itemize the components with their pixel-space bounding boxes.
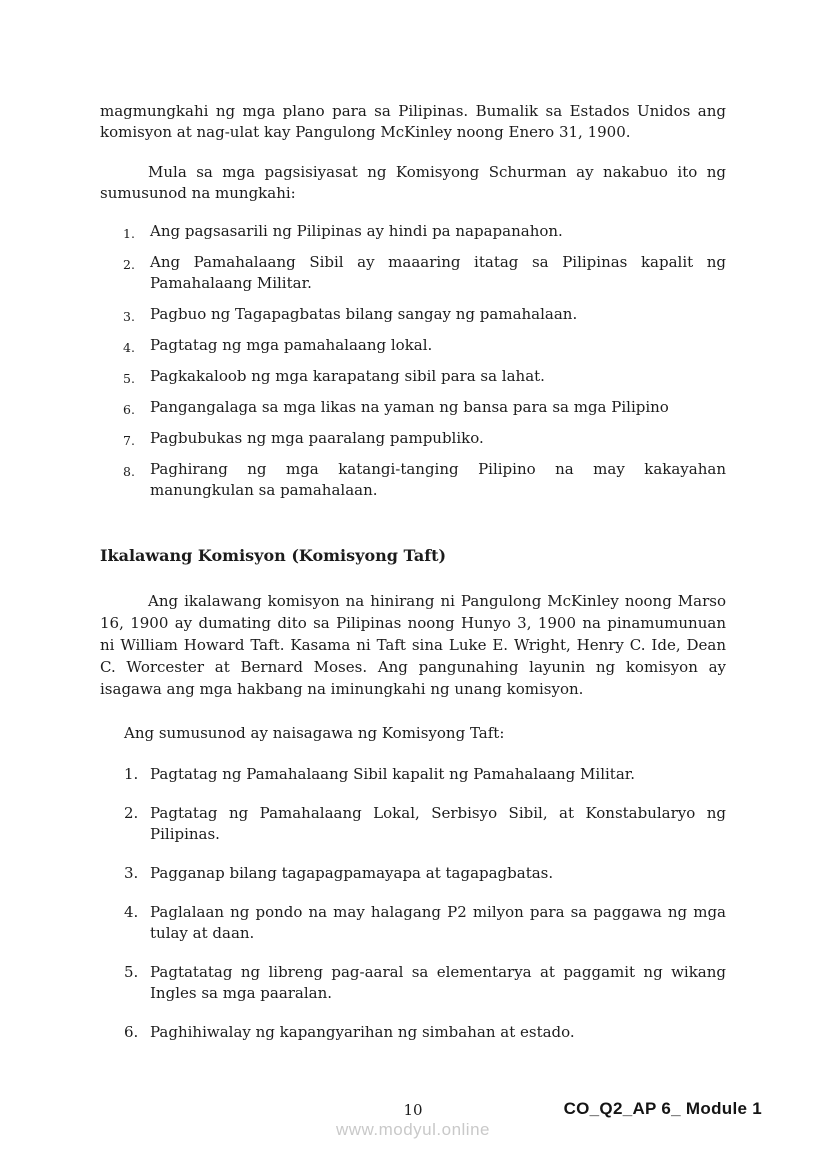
- list-item: Paghihiwalay ng kapangyarihan ng simbahan at estado.: [150, 1023, 575, 1041]
- page-content: [100, 0, 726, 1043]
- list-item: Pagbuo ng Tagapagbatas bilang sangay ng pamahalaan.: [150, 305, 578, 323]
- list-item: Pangangalaga sa mga likas na yaman ng bansa para sa mga Pilipino: [150, 398, 669, 416]
- paragraph-taft-intro: Ang ikalawang komisyon na hinirang ni Pangulong McKinley noong Marso 16, 1900 ay dumating dito sa Pilipinas noong Hunyo 3, 1900 na pinamumunuan ni William Howard Taft. Kasama ni Taft sina Luke E. Wright, Henry C. Ide, Dean C. Worcester at Bernard Moses. Ang pangunahing layunin ng komisyon ay isagawa ang mga hakbang na iminungkahi ng unang komisyon.: [100, 592, 726, 698]
- module-label: CO_Q2_AP 6_ Module 1: [563, 1099, 762, 1118]
- schurman-recommendations-list: [100, 221, 726, 501]
- list-item: Ang Pamahalaang Sibil ay maaaring itatag sa Pilipinas kapalit ng Pamahalaang Militar.: [150, 253, 726, 292]
- list-item: Pagganap bilang tagapagpamayapa at tagapagbatas.: [150, 864, 554, 882]
- paragraph-taft-lead: Ang sumusunod ay naisagawa ng Komisyong Taft:: [124, 724, 505, 742]
- paragraph-schurman-lead: Mula sa mga pagsisiyasat ng Komisyong Schurman ay nakabuo ito ng sumusunod na mungkahi:: [100, 163, 726, 202]
- watermark: www.modyul.online: [335, 1120, 490, 1139]
- list-item: Pagkakaloob ng mga karapatang sibil para sa lahat.: [150, 367, 545, 385]
- list-item: Pagtatatag ng libreng pag-aaral sa elementarya at paggamit ng wikang Ingles sa mga paaralan.: [150, 963, 726, 1002]
- list-item: Pagtatag ng Pamahalaang Lokal, Serbisyo Sibil, at Konstabularyo ng Pilipinas.: [150, 804, 726, 843]
- page-number: 10: [403, 1101, 423, 1119]
- list-item: Paghirang ng mga katangi-tanging Pilipino na may kakayahan manungkulan sa pamahalaan.: [150, 460, 726, 499]
- paragraph-intro: magmungkahi ng mga plano para sa Pilipinas. Bumalik sa Estados Unidos ang komisyon at nag-ulat kay Pangulong McKinley noong Enero 31, 1900.: [100, 102, 726, 141]
- list-item: Paglalaan ng pondo na may halagang P2 milyon para sa paggawa ng mga tulay at daan.: [150, 903, 726, 942]
- list-item: Ang pagsasarili ng Pilipinas ay hindi pa napapanahon.: [150, 222, 563, 240]
- list-item: Pagtatag ng mga pamahalaang lokal.: [150, 336, 433, 354]
- section-heading-taft-commission: Ikalawang Komisyon (Komisyong Taft): [100, 546, 447, 565]
- taft-accomplishments-list: [100, 764, 726, 1043]
- list-item: Pagtatag ng Pamahalaang Sibil kapalit ng Pamahalaang Militar.: [150, 765, 636, 783]
- list-item: Pagbubukas ng mga paaralang pampubliko.: [150, 429, 484, 447]
